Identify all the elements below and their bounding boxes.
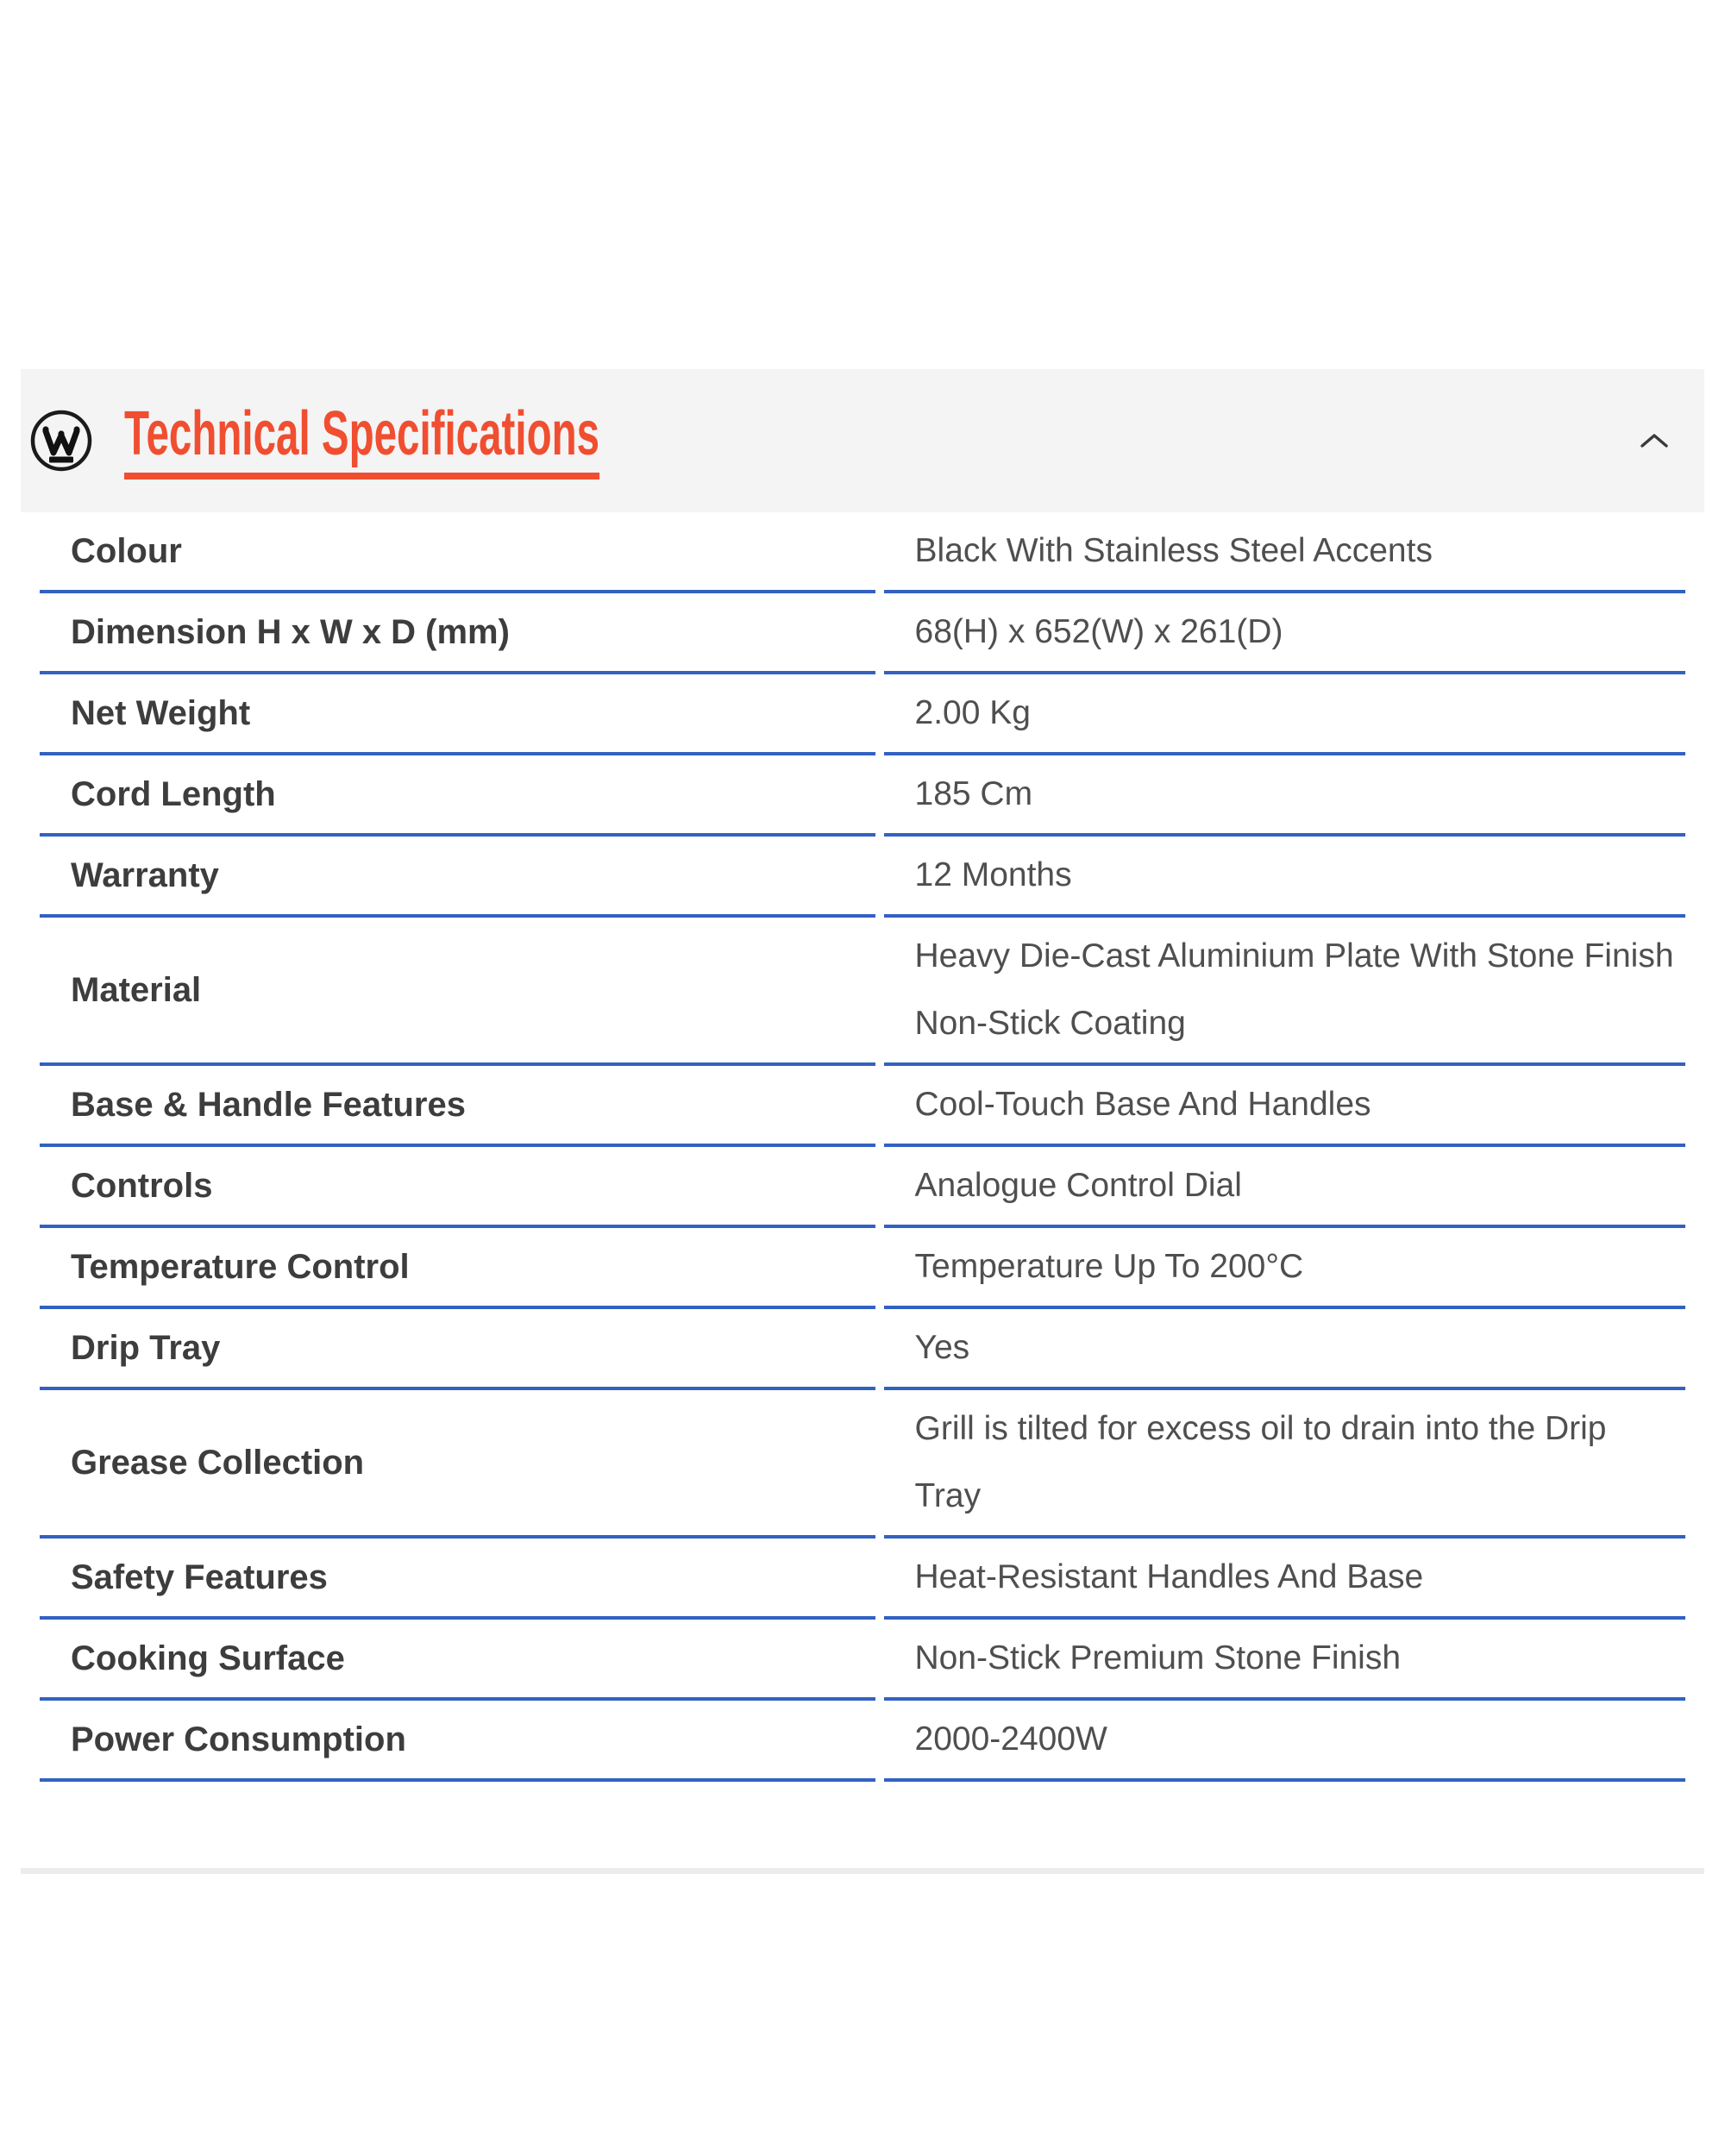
spec-label: Controls [40,1147,875,1228]
bottom-divider [21,1868,1704,1874]
spec-value: Heavy Die-Cast Aluminium Plate With Stone Finish Non-Stick Coating [884,918,1685,1066]
spec-label: Grease Collection [40,1390,875,1539]
spec-value: 68(H) x 652(W) x 261(D) [884,593,1685,674]
spec-value: 2000-2400W [884,1701,1685,1782]
spec-value: 2.00 Kg [884,674,1685,755]
spec-label: Warranty [40,837,875,918]
chevron-up-icon[interactable] [1639,431,1670,450]
table-row [40,593,1685,674]
table-row [40,1147,1685,1228]
table-row [40,1620,1685,1701]
spec-label: Safety Features [40,1539,875,1620]
section-title-wrap [124,398,844,479]
table-row [40,1228,1685,1309]
specs-table [31,512,1694,1782]
spec-value: Temperature Up To 200°C [884,1228,1685,1309]
spec-label: Material [40,918,875,1066]
table-row [40,755,1685,837]
table-row [40,918,1685,1066]
spec-value: Non-Stick Premium Stone Finish [884,1620,1685,1701]
spec-value: 12 Months [884,837,1685,918]
spec-value: Cool-Touch Base And Handles [884,1066,1685,1147]
spec-value: Yes [884,1309,1685,1390]
specs-table-body [40,512,1685,1782]
spec-value: Analogue Control Dial [884,1147,1685,1228]
spec-label: Drip Tray [40,1309,875,1390]
table-row [40,1066,1685,1147]
table-row [40,512,1685,593]
spec-label: Net Weight [40,674,875,755]
spec-value: Grill is tilted for excess oil to drain into the Drip Tray [884,1390,1685,1539]
table-row [40,1390,1685,1539]
spec-value: 185 Cm [884,755,1685,837]
table-row [40,837,1685,918]
spec-label: Power Consumption [40,1701,875,1782]
table-row [40,1539,1685,1620]
section-title: Technical Specifications [124,403,599,479]
table-row [40,674,1685,755]
spec-label: Cord Length [40,755,875,837]
spec-value: Heat-Resistant Handles And Base [884,1539,1685,1620]
spec-label: Temperature Control [40,1228,875,1309]
spec-value: Black With Stainless Steel Accents [884,512,1685,593]
spec-label: Dimension H x W x D (mm) [40,593,875,674]
spec-label: Colour [40,512,875,593]
spec-label: Cooking Surface [40,1620,875,1701]
westinghouse-logo-icon [29,409,93,473]
table-row [40,1309,1685,1390]
section-header[interactable] [21,369,1704,512]
table-row [40,1701,1685,1782]
spec-label: Base & Handle Features [40,1066,875,1147]
tech-specs-section [21,369,1704,1874]
